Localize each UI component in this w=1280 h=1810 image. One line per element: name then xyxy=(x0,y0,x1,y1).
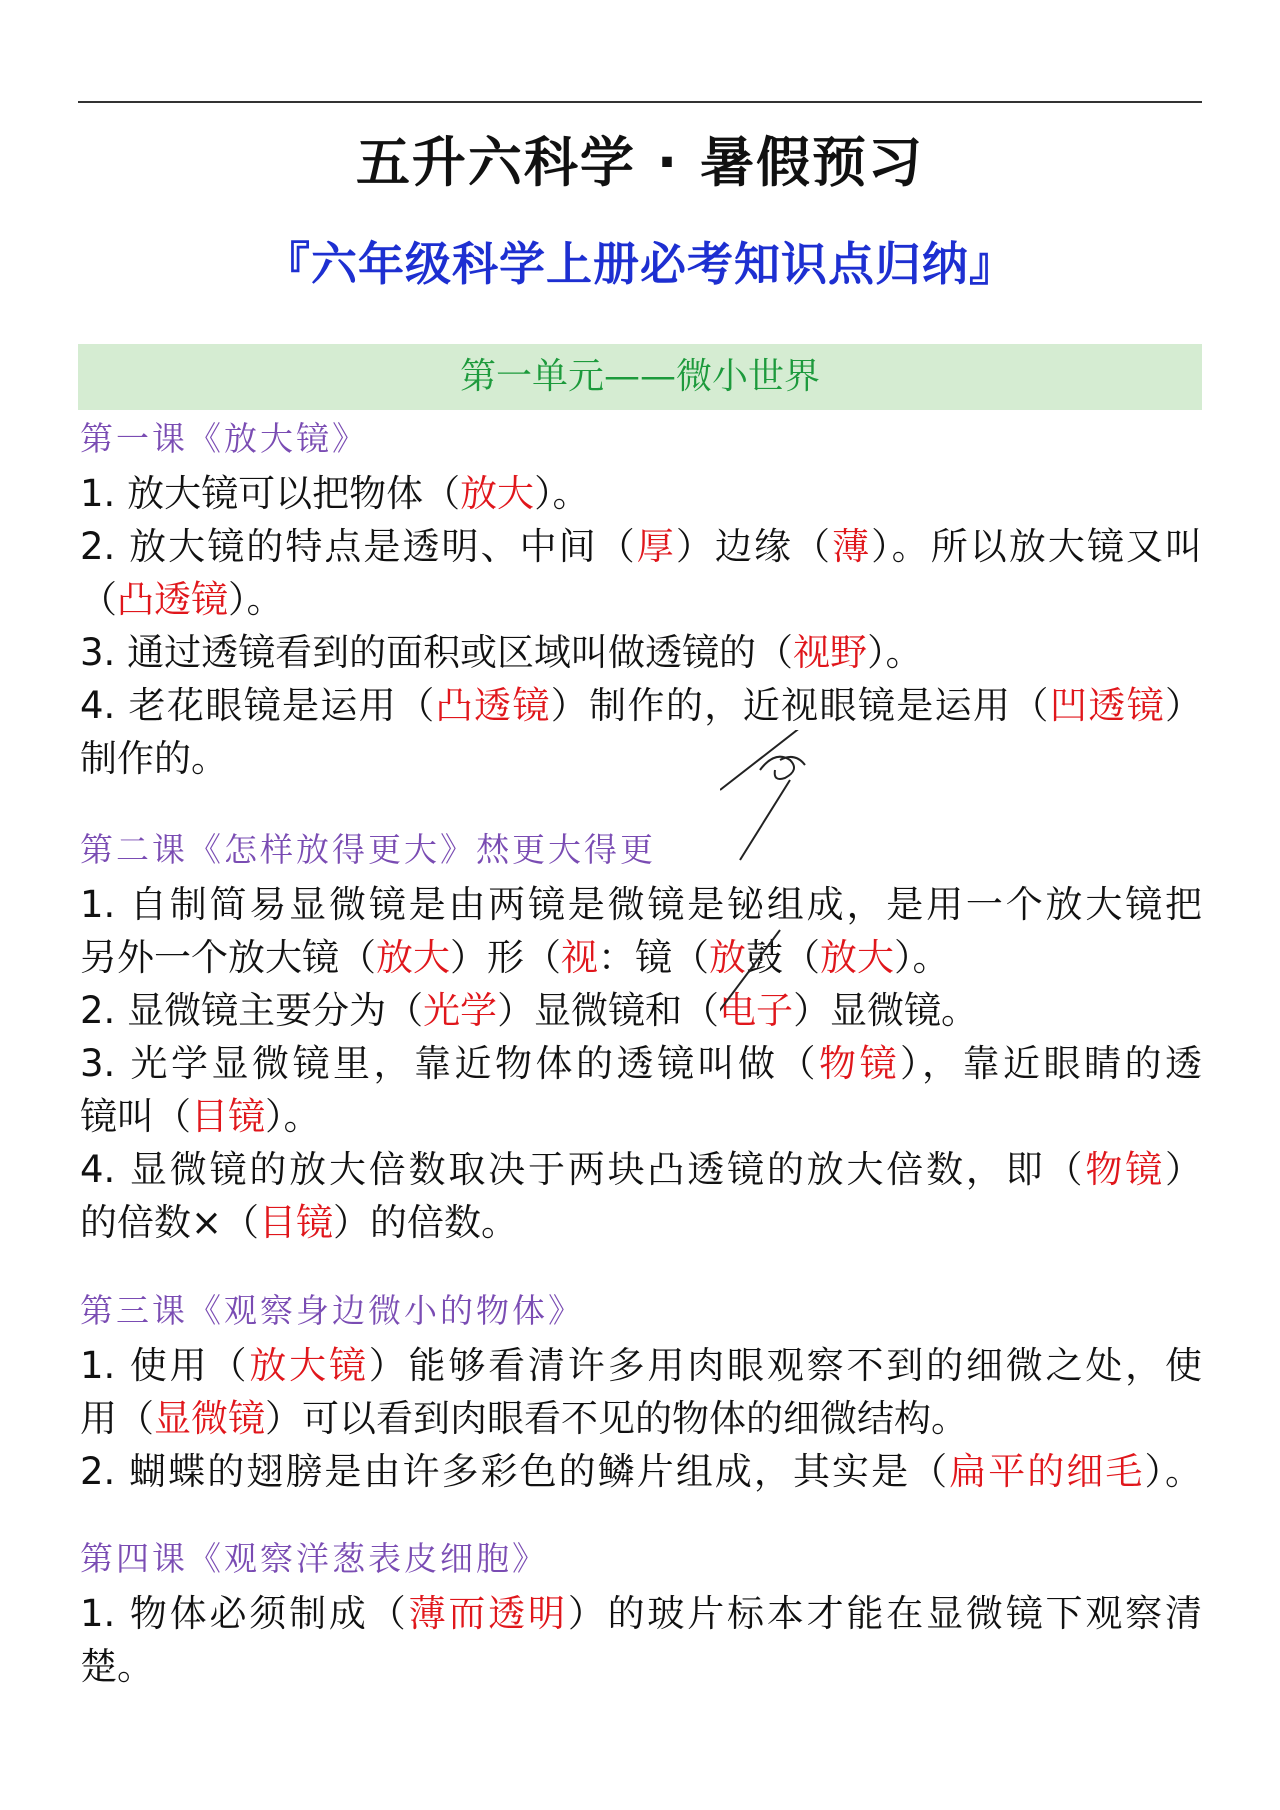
line-text: ）的玻片标本才能在显微镜下观察清 xyxy=(567,1592,1202,1635)
line-text: ）。 xyxy=(265,1095,321,1138)
answer-highlight: 目镜 xyxy=(191,1095,265,1138)
line-text: 1. 自制简易显微镜是由两镜是微镜是铋组成，是用一个放大镜把 xyxy=(80,883,1202,926)
answer-highlight: 物镜 xyxy=(1085,1148,1165,1191)
line-text: 2. 放大镜的特点是透明、中间（ xyxy=(80,525,637,568)
line-text: 3. 光学显微镜里，靠近物体的透镜叫做（ xyxy=(80,1042,820,1085)
knowledge-line xyxy=(80,1037,1202,1090)
line-text: ）制作的，近视眼镜是运用（ xyxy=(550,684,1050,727)
knowledge-line xyxy=(80,732,1202,785)
answer-highlight: 视 xyxy=(561,936,598,979)
line-text: 镜叫（ xyxy=(80,1095,191,1138)
knowledge-line xyxy=(80,931,1202,984)
lesson-heading: 第一课《放大镜》 xyxy=(80,419,368,458)
answer-highlight: 凹透镜 xyxy=(1049,684,1165,727)
knowledge-line xyxy=(80,1339,1202,1392)
line-text: ）。 xyxy=(894,936,950,979)
line-text: 2. 蝴蝶的翅膀是由许多彩色的鳞片组成，其实是（ xyxy=(80,1450,950,1493)
line-text: ） xyxy=(1165,1148,1202,1191)
answer-highlight: 光学 xyxy=(423,989,498,1032)
decorative-pin-icon xyxy=(720,730,830,1090)
line-text: ）。 xyxy=(534,472,590,515)
answer-highlight: 凸透镜 xyxy=(117,578,228,621)
knowledge-line xyxy=(80,1640,1202,1693)
line-text: ）。 xyxy=(1144,1450,1203,1493)
line-text: 用（ xyxy=(80,1397,154,1440)
answer-highlight: 厚 xyxy=(636,525,676,568)
knowledge-line xyxy=(80,1392,1202,1445)
page-title: 五升六科学 · 暑假预习 xyxy=(355,131,925,194)
answer-highlight: 凸透镜 xyxy=(435,684,551,727)
line-text: 楚。 xyxy=(80,1645,154,1688)
lesson-1 xyxy=(80,411,1202,785)
line-text: ）。 xyxy=(867,631,923,674)
line-text: 4. 老花眼镜是运用（ xyxy=(80,684,436,727)
lesson-4 xyxy=(80,1531,1202,1693)
line-text: ）。 xyxy=(228,578,284,621)
line-text: 4. 显微镜的放大倍数取决于两块凸透镜的放大倍数，即（ xyxy=(80,1148,1086,1191)
page-subtitle: 『六年级科学上册必考知识点归纳』 xyxy=(264,237,1016,291)
line-text: 3. 通过透镜看到的面积或区域叫做透镜的（ xyxy=(80,631,794,674)
answer-highlight: 目镜 xyxy=(259,1201,334,1244)
knowledge-line xyxy=(80,1196,1202,1249)
knowledge-line xyxy=(80,1143,1202,1196)
lesson-heading: 第二课《怎样放得更大》㷊更大得更 xyxy=(80,830,656,869)
knowledge-line xyxy=(80,520,1202,573)
answer-highlight: 薄 xyxy=(832,525,872,568)
answer-highlight: 显微镜 xyxy=(154,1397,265,1440)
lesson-2 xyxy=(80,822,1202,1249)
knowledge-line xyxy=(80,1445,1202,1498)
answer-highlight: 放大 xyxy=(460,472,535,515)
line-text: ）能够看清许多用肉眼观察不到的细微之处，使 xyxy=(368,1344,1202,1387)
knowledge-line xyxy=(80,1090,1202,1143)
line-text: 1. 放大镜可以把物体（ xyxy=(80,472,461,515)
line-text: ）形（ xyxy=(450,936,561,979)
unit-banner: 第一单元——微小世界 xyxy=(78,344,1202,410)
knowledge-line xyxy=(80,573,1202,626)
answer-highlight: 电子 xyxy=(719,989,794,1032)
line-text: ），靠近眼睛的透 xyxy=(900,1042,1203,1085)
answer-highlight: 物镜 xyxy=(819,1042,901,1085)
answer-highlight: 放大 xyxy=(376,936,450,979)
knowledge-line xyxy=(80,878,1202,931)
line-text: 的倍数×（ xyxy=(80,1201,260,1244)
line-text: ）。所以放大镜又叫 xyxy=(871,525,1203,568)
line-text: ）可以看到肉眼看不见的物体的细微结构。 xyxy=(265,1397,968,1440)
knowledge-line xyxy=(80,626,1202,679)
answer-highlight: 放 xyxy=(709,936,746,979)
line-text: ）的倍数。 xyxy=(333,1201,519,1244)
top-divider xyxy=(78,101,1202,103)
line-text: 2. 显微镜主要分为（ xyxy=(80,989,424,1032)
line-text: ） xyxy=(1165,684,1202,727)
lesson-3 xyxy=(80,1283,1202,1498)
line-text: ）边缘（ xyxy=(675,525,833,568)
line-text: （ xyxy=(80,578,117,621)
lesson-heading: 第三课《观察身边微小的物体》 xyxy=(80,1291,584,1330)
answer-highlight: 放大镜 xyxy=(249,1344,369,1387)
answer-highlight: 扁平的细毛 xyxy=(949,1450,1145,1493)
line-text: ）显微镜。 xyxy=(793,989,979,1032)
knowledge-line xyxy=(80,984,1202,1037)
answer-highlight: 视野 xyxy=(793,631,868,674)
line-text: 鼓（ xyxy=(746,936,820,979)
knowledge-line xyxy=(80,467,1202,520)
knowledge-line xyxy=(80,1587,1202,1640)
line-text: 另外一个放大镜（ xyxy=(80,936,376,979)
line-text: 制作的。 xyxy=(80,737,228,780)
line-text: 1. 物体必须制成（ xyxy=(80,1592,409,1635)
knowledge-line xyxy=(80,679,1202,732)
answer-highlight: 放大 xyxy=(820,936,894,979)
answer-highlight: 薄而透明 xyxy=(408,1592,568,1635)
line-text: ：镜（ xyxy=(598,936,709,979)
line-text: 1. 使用（ xyxy=(80,1344,250,1387)
lesson-heading: 第四课《观察洋葱表皮细胞》 xyxy=(80,1539,548,1578)
line-text: ）显微镜和（ xyxy=(497,989,720,1032)
